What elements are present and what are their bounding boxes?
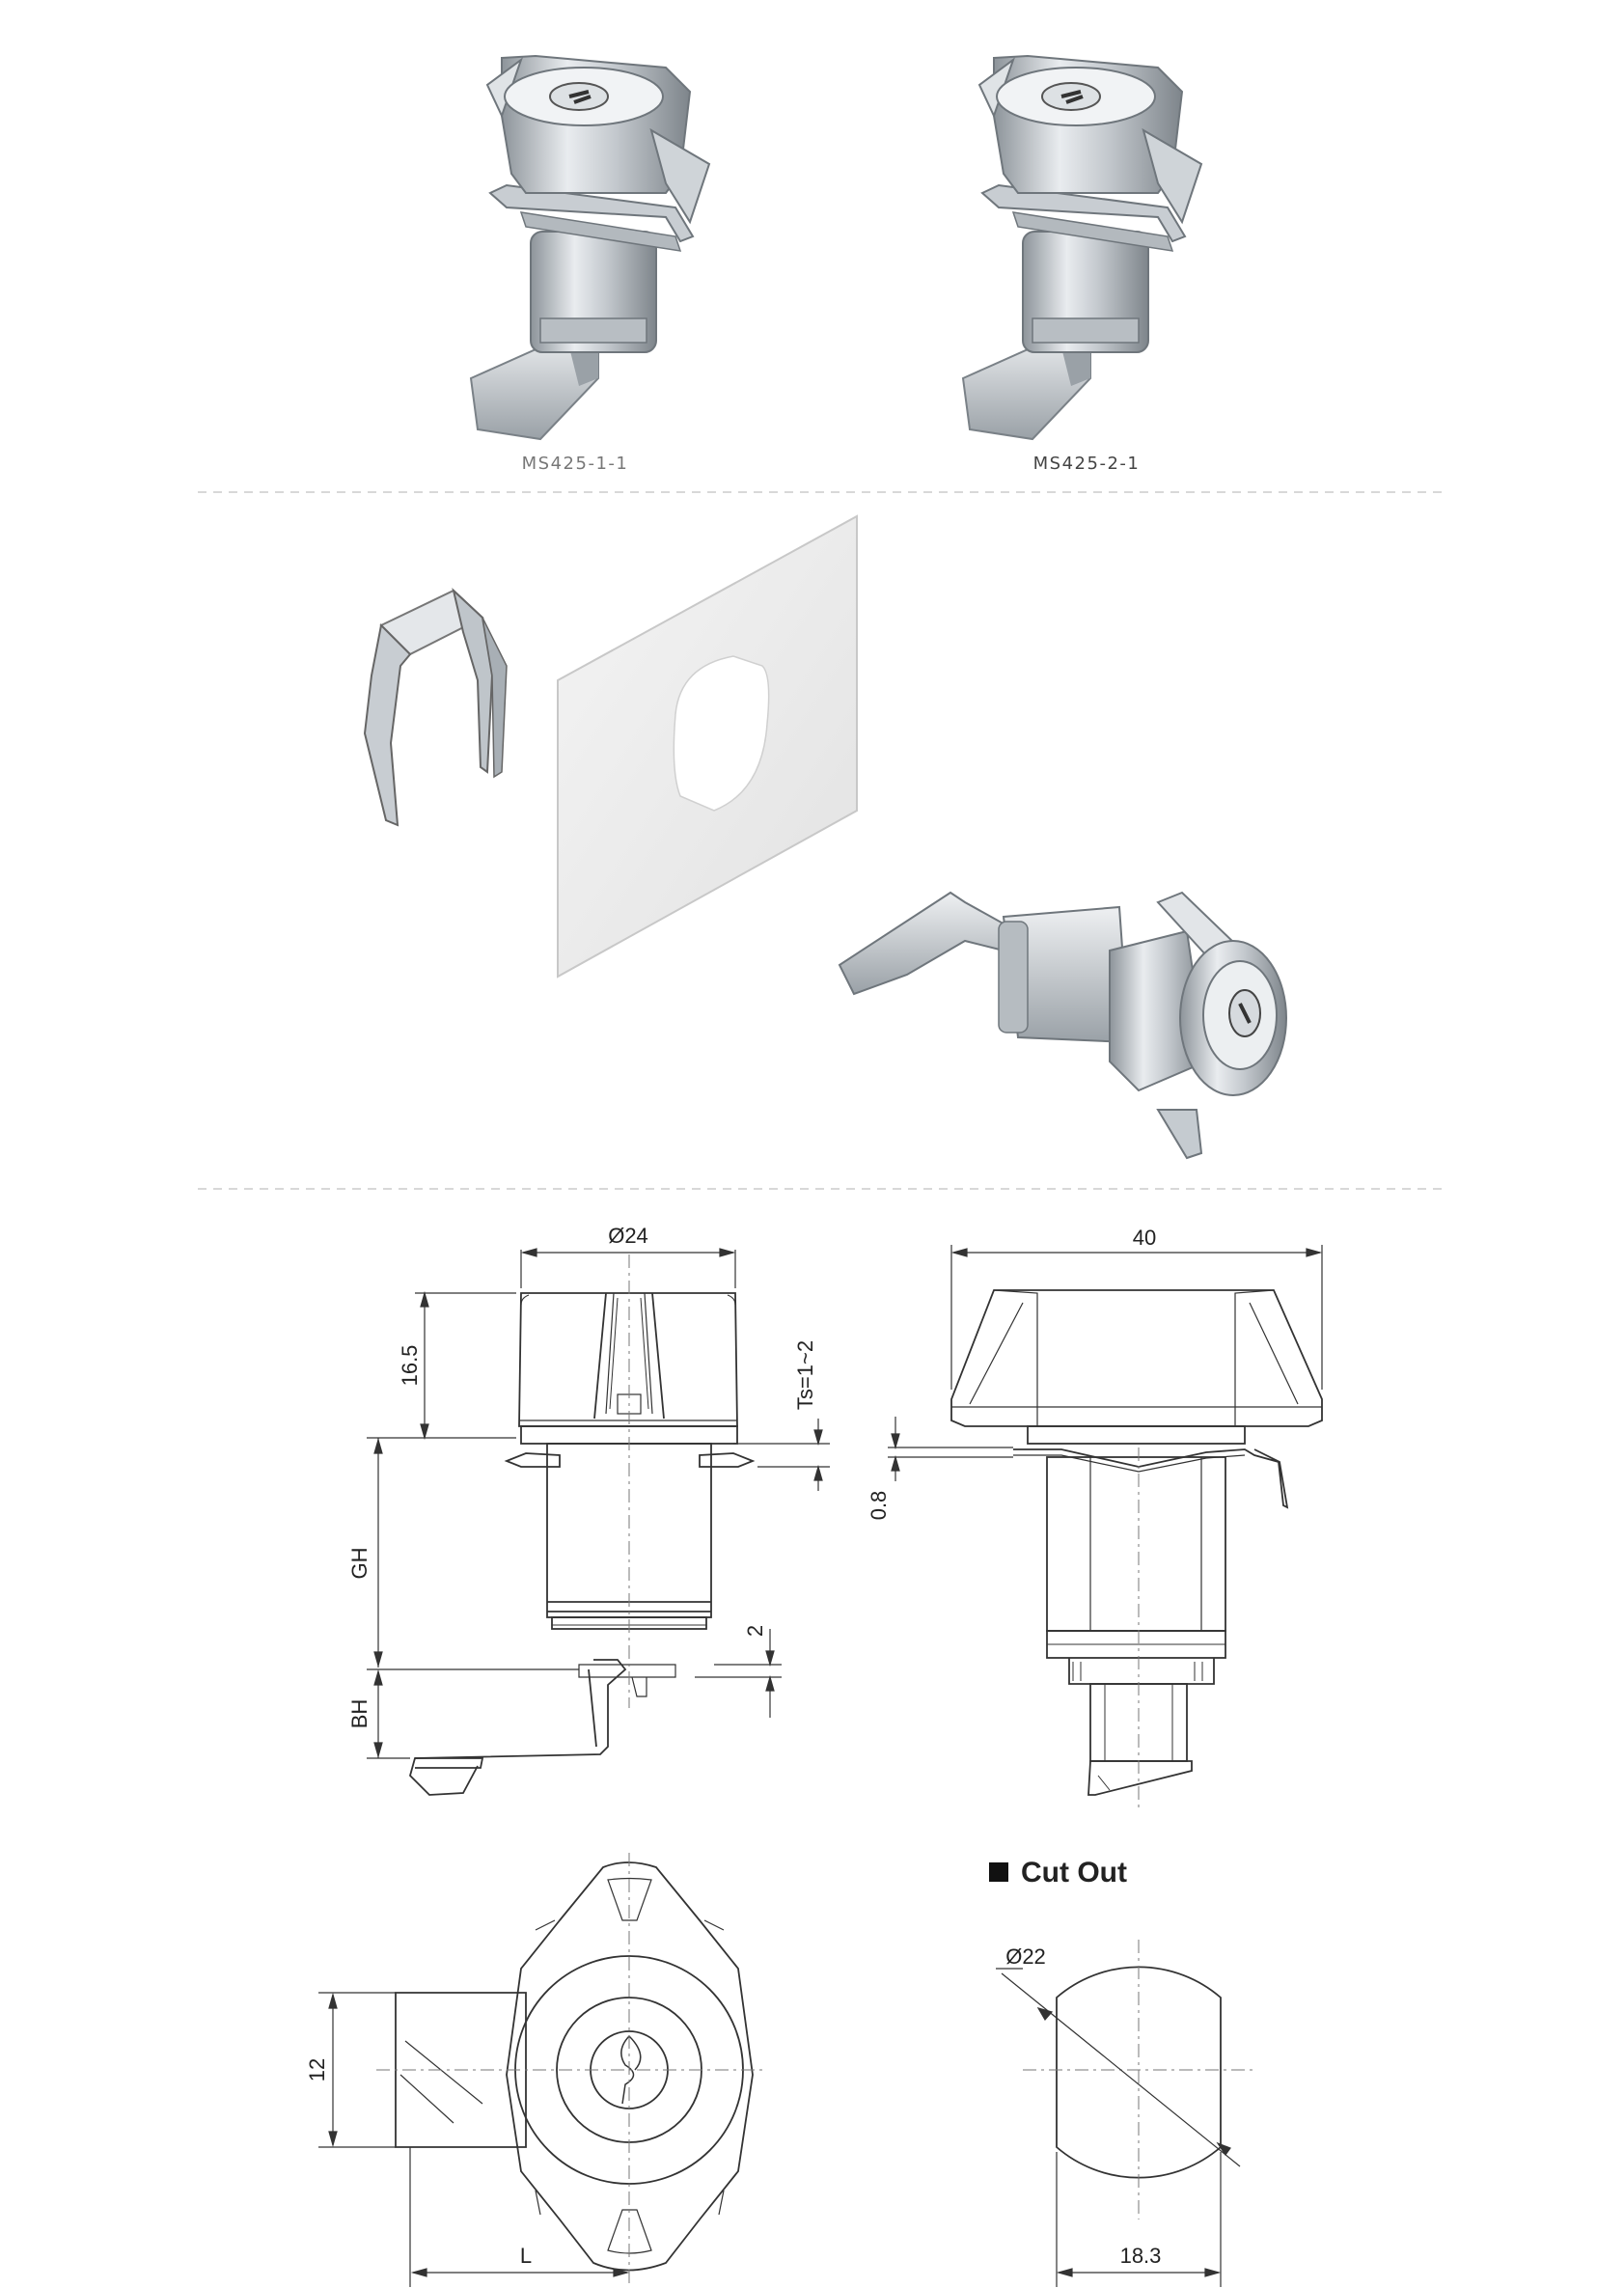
dim-diameter-24: Ø24 <box>608 1224 648 1248</box>
product-image-ms425-1-1 <box>471 56 709 439</box>
side-view-dimensions <box>888 1245 1322 1481</box>
dim-thickness: Ts=1~2 <box>793 1339 817 1411</box>
cutout-square-icon <box>989 1862 1008 1882</box>
dim-height-16-5: 16.5 <box>398 1344 422 1387</box>
product-image-ms425-2-1 <box>963 56 1201 439</box>
bottom-view-dimensions <box>318 1993 627 2287</box>
product-label-2: MS425-2-1 <box>1032 454 1141 474</box>
front-view-dimensions <box>367 1249 830 1758</box>
dim-length-l: L <box>519 2244 533 2268</box>
cutout-drawing <box>1023 1940 1254 2219</box>
dim-clip-0-8: 0.8 <box>867 1490 891 1521</box>
cutout-diameter-22: Ø22 <box>1005 1944 1046 1969</box>
panel-icon <box>558 516 857 977</box>
dim-bh: BH <box>347 1698 372 1729</box>
front-view-drawing <box>410 1254 753 1795</box>
cutout-title: Cut Out <box>1021 1857 1127 1888</box>
dim-gap-2: 2 <box>743 1624 767 1638</box>
dim-cam-12: 12 <box>305 2057 329 2082</box>
dim-gh: GH <box>347 1547 372 1580</box>
cutout-flat-18-3: 18.3 <box>1119 2244 1162 2268</box>
cutout-dimensions <box>996 1969 1240 2287</box>
cam-lock-icon <box>840 893 1286 1158</box>
product-label-1: MS425-1-1 <box>521 454 629 474</box>
bottom-view-drawing <box>376 1853 762 2287</box>
clip-icon <box>365 591 507 825</box>
dim-width-40: 40 <box>1132 1226 1157 1250</box>
exploded-view <box>365 516 1286 1158</box>
side-view-drawing <box>951 1290 1322 1809</box>
